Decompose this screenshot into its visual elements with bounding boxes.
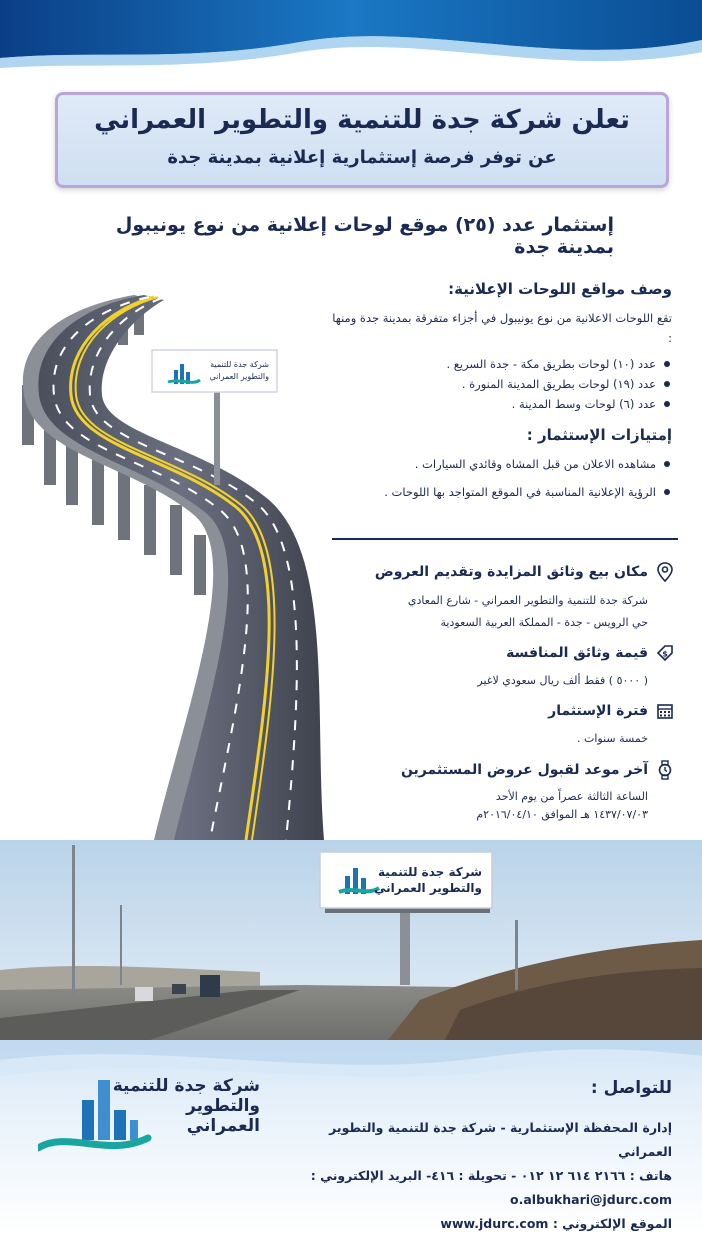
- contact-heading: للتواصل :: [590, 1078, 672, 1098]
- deadline-heading: آخر موعد لقبول عروض المستثمرين: [400, 762, 648, 778]
- price-heading: قيمة وثائق المنافسة: [506, 645, 648, 661]
- period-heading: فترة الإستثمار: [548, 703, 648, 719]
- description-section: [332, 280, 672, 502]
- deadline-line1: الساعة الثالثة عصراً من يوم الأحد: [495, 790, 648, 803]
- period-line1: خمسة سنوات .: [577, 732, 648, 745]
- contact-phone-email[interactable]: هاتف : ٢١٦٦ ٦١٤ ١٢ ٠١٢ - تحويلة : ٤١٦- البريد الإلكتروني : o.albukhari@jdurc.com: [310, 1168, 672, 1207]
- logo-line1: شركة جدة للتنمية: [112, 1076, 260, 1096]
- announcement-title-box: [55, 92, 669, 188]
- list-item: الرؤية الإعلانية المناسبة في الموقع المتواجد بها اللوحات .: [332, 482, 672, 502]
- price-block: [314, 644, 674, 692]
- location-line1: شركة جدة للتنمية والتطوير العمراني - شارع المعادي: [407, 594, 648, 607]
- contact-department: إدارة المحفظة الإستثمارية - شركة جدة للتنمية والتطوير العمراني: [329, 1120, 672, 1159]
- location-block: [314, 562, 674, 634]
- advantages-list: [332, 454, 672, 502]
- svg-text:$: $: [662, 649, 668, 659]
- contact-section: [272, 1078, 672, 1233]
- billboard-photo: [0, 840, 702, 1050]
- company-logo-text: [110, 1076, 260, 1136]
- section-divider: [332, 538, 678, 540]
- calendar-icon: [656, 702, 674, 720]
- period-block: [314, 702, 674, 750]
- deadline-line2: ١٤٣٧/٠٧/٠٣ هـ الموافق ٢٠١٦/٠٤/١٠م: [476, 808, 648, 821]
- highway-illustration: [14, 295, 334, 840]
- list-item: عدد (١٠) لوحات بطريق مكة - جدة السريع .: [332, 354, 672, 374]
- location-heading: مكان بيع وثائق المزايدة وتقديم العروض: [374, 564, 648, 580]
- top-wave-decoration: [0, 0, 702, 80]
- tender-info-section: [314, 562, 674, 834]
- description-list: [332, 354, 672, 414]
- advantages-heading: إمتيازات الإستثمار :: [526, 426, 672, 444]
- location-pin-icon: [656, 562, 674, 582]
- watch-icon: [656, 760, 674, 780]
- price-line1: ( ٥٠٠٠ ) فقط ألف ريال سعودي لاغير: [477, 674, 648, 687]
- announcement-subtitle: عن توفر فرصة إستثمارية إعلانية بمدينة جدة: [167, 147, 557, 168]
- deadline-block: [314, 760, 674, 824]
- location-line2: حي الرويس - جدة - المملكة العربية السعودية: [440, 616, 648, 629]
- photo-billboard-line1: شركة جدة للتنمية: [378, 865, 482, 879]
- photo-billboard-line2: والتطوير العمراني: [374, 881, 482, 895]
- contact-website[interactable]: الموقع الإلكتروني : www.jdurc.com: [440, 1216, 672, 1231]
- announcement-title: تعلن شركة جدة للتنمية والتطوير العمراني: [94, 105, 630, 135]
- list-item: عدد (٦) لوحات وسط المدينة .: [332, 394, 672, 414]
- investment-headline: إستثمار عدد (٢٥) موقع لوحات إعلانية من نوع يونيبول بمدينة جدة: [115, 214, 614, 258]
- billboard-sign-line1: شركة جدة للتنمية: [210, 360, 269, 369]
- description-heading: وصف مواقع اللوحات الإعلانية:: [448, 280, 672, 298]
- billboard-sign-line2: والتطوير العمراني: [209, 372, 269, 381]
- logo-line2: والتطوير العمراني: [186, 1096, 260, 1136]
- list-item: عدد (١٩) لوحات بطريق المدينة المنورة .: [332, 374, 672, 394]
- description-intro: تقع اللوحات الاعلانية من نوع يونيبول في أجزاء متفرقة بمدينة جدة ومنها :: [332, 311, 672, 345]
- money-tag-icon: [656, 644, 674, 662]
- list-item: مشاهده الاعلان من قبل المشاه وقائدي السيارات .: [332, 454, 672, 474]
